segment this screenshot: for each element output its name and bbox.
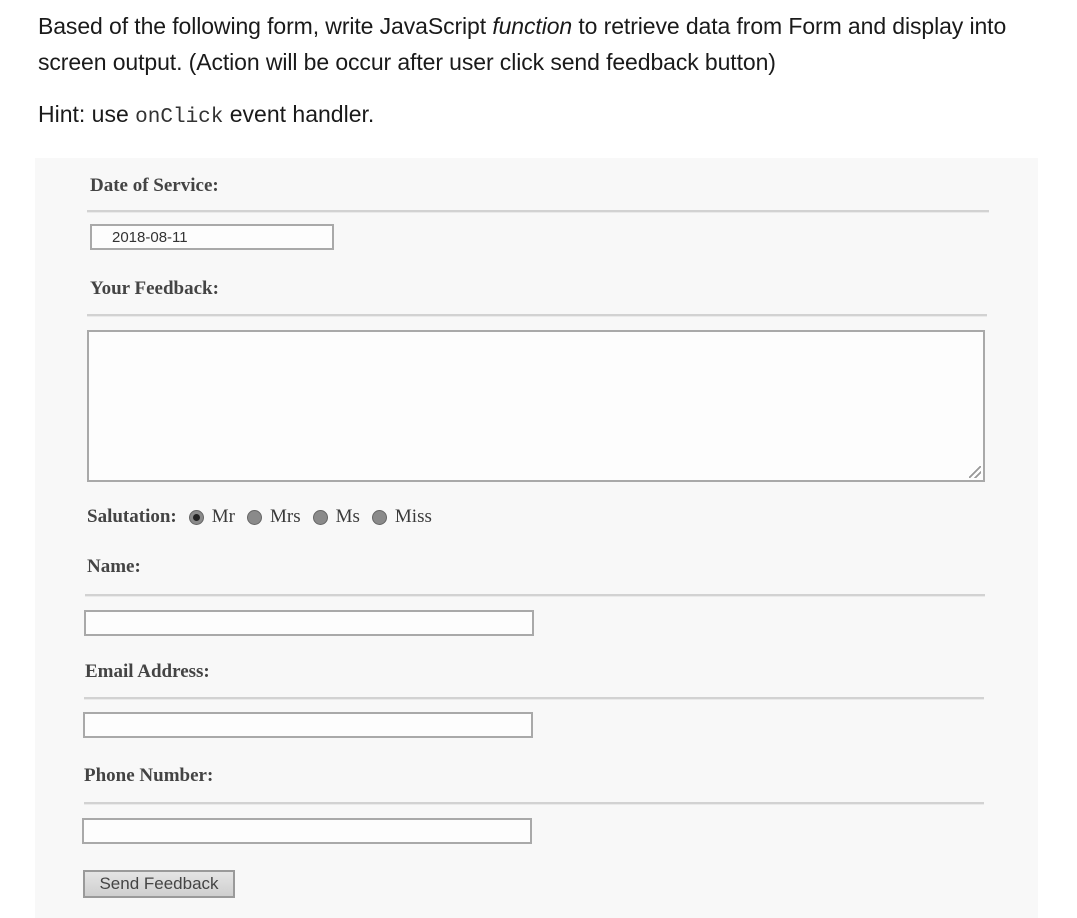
question-text xyxy=(38,8,1058,80)
email-input[interactable] xyxy=(83,712,533,738)
feedback-form xyxy=(35,158,1038,918)
hint-prefix: Hint: use xyxy=(38,101,136,127)
name-label: Name: xyxy=(87,556,141,577)
feedback-divider xyxy=(87,314,987,317)
question-part1: Based of the following form, write JavaScript xyxy=(38,13,493,39)
question-italic: function xyxy=(492,13,573,39)
date-divider xyxy=(87,210,989,213)
phone-input[interactable] xyxy=(82,818,532,844)
radio-mrs-label: Mrs xyxy=(269,506,301,527)
phone-divider xyxy=(84,802,984,805)
email-divider xyxy=(84,697,984,700)
name-input[interactable] xyxy=(84,610,534,636)
date-label: Date of Service: xyxy=(90,175,219,196)
salutation-option-ms[interactable] xyxy=(313,506,360,528)
date-input[interactable]: 2018-08-11 xyxy=(90,224,334,250)
hint-code: onClick xyxy=(135,106,224,129)
hint-text xyxy=(38,96,374,136)
salutation-option-mrs[interactable] xyxy=(247,506,301,528)
radio-ms-label: Ms xyxy=(335,506,360,527)
radio-mrs[interactable] xyxy=(247,510,262,525)
email-label: Email Address: xyxy=(85,661,210,682)
radio-miss[interactable] xyxy=(372,510,387,525)
question-part2: to retrieve data from Form and display into screen output. (Action will be occur after user click send feedback button) xyxy=(38,13,1007,75)
send-feedback-button[interactable]: Send Feedback xyxy=(83,870,235,898)
salutation-group xyxy=(87,506,444,528)
radio-ms[interactable] xyxy=(313,510,328,525)
radio-mr[interactable] xyxy=(189,510,204,525)
feedback-textarea[interactable] xyxy=(87,330,985,482)
salutation-label: Salutation: xyxy=(87,506,177,527)
salutation-option-miss[interactable] xyxy=(372,506,432,528)
feedback-label: Your Feedback: xyxy=(90,278,219,299)
resize-grip-icon[interactable] xyxy=(969,466,981,478)
salutation-option-mr[interactable] xyxy=(189,506,235,528)
radio-mr-label: Mr xyxy=(211,506,235,527)
radio-miss-label: Miss xyxy=(394,506,432,527)
hint-suffix: event handler. xyxy=(223,101,375,127)
name-divider xyxy=(85,594,985,597)
phone-label: Phone Number: xyxy=(84,765,214,786)
